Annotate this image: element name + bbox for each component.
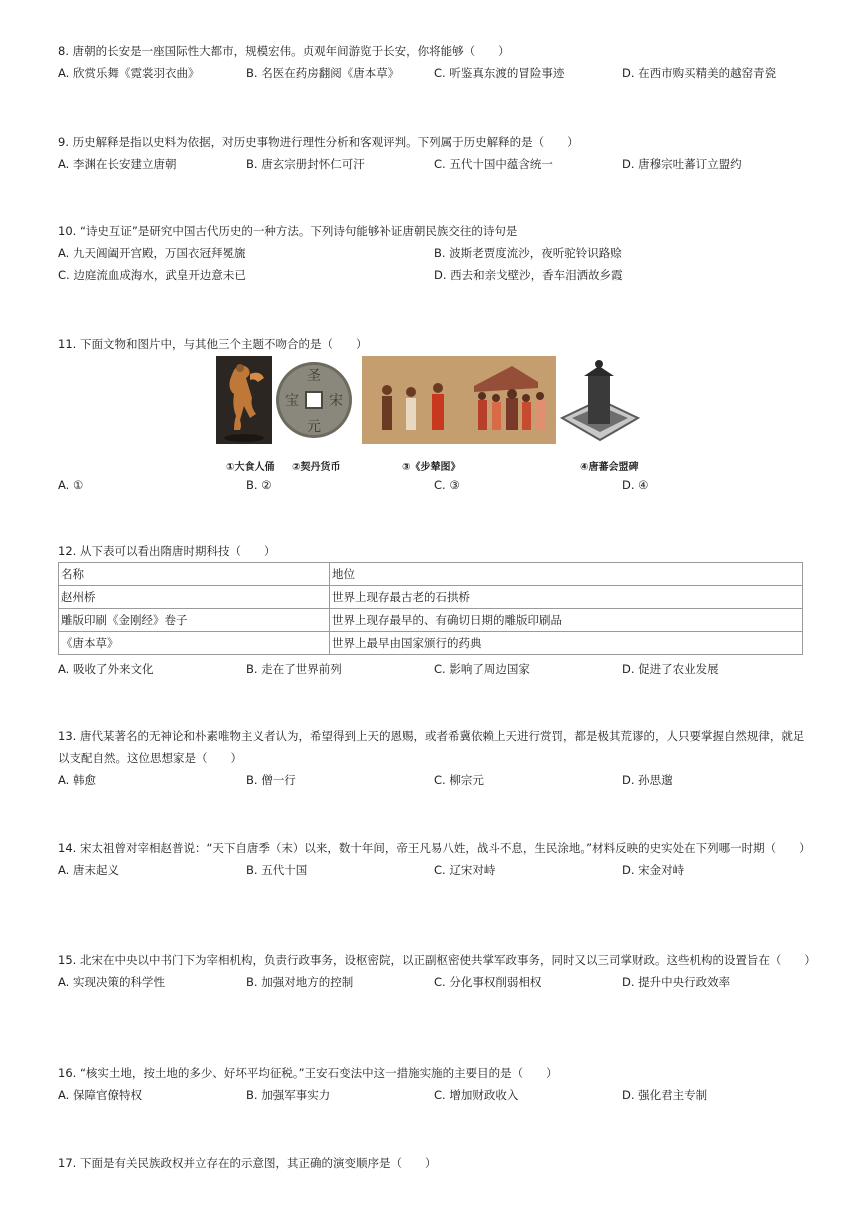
option-a[interactable]: A. 保障官僚特权 xyxy=(58,1088,142,1102)
question-12 xyxy=(58,540,818,562)
question-stem: 12. 从下表可以看出隋唐时期科技（ ） xyxy=(58,544,276,558)
option-b[interactable]: B. 走在了世界前列 xyxy=(246,662,342,676)
option-b[interactable]: B. 五代十国 xyxy=(246,863,308,877)
options-row xyxy=(58,153,818,175)
question-stem: 8. 唐朝的长安是一座国际性大都市，规模宏伟。贞观年间游览于长安，你将能够（ ） xyxy=(58,44,510,58)
table-cell: 世界上最早由国家颁行的药典 xyxy=(330,632,803,655)
option-c[interactable]: C. 分化事权削弱相权 xyxy=(434,975,542,989)
caption-1: ①大食人俑 xyxy=(226,462,275,473)
question-stem: 9. 历史解释是指以史料为依据，对历史事物进行理性分析和客观评判。下列属于历史解释的是（ ） xyxy=(58,135,579,149)
option-c[interactable]: C. 影响了周边国家 xyxy=(434,662,530,676)
options-row xyxy=(58,474,818,496)
option-a[interactable]: A. 李渊在长安建立唐朝 xyxy=(58,157,177,171)
question-11 xyxy=(58,333,818,355)
options-row xyxy=(58,859,814,881)
question-stem: 13. 唐代某著名的无神论和朴素唯物主义者认为，希望得到上天的恩赐，或者希冀依赖上天进行赏罚，都是极其荒谬的，人只要掌握自然规律，就足以支配自然。这位思想家是（ ） xyxy=(58,729,805,765)
svg-text:元: 元 xyxy=(307,419,321,435)
option-d[interactable]: D. 西去和亲戈壁沙，香车泪洒故乡霞 xyxy=(434,268,623,282)
question-11-options xyxy=(58,474,818,496)
option-c[interactable]: C. 柳宗元 xyxy=(434,773,484,787)
option-d[interactable]: D. ④ xyxy=(622,478,649,492)
svg-text:宝: 宝 xyxy=(285,393,299,409)
question-9 xyxy=(58,131,818,175)
options-row xyxy=(58,1084,818,1106)
option-a[interactable]: A. 唐末起义 xyxy=(58,863,119,877)
coin-image xyxy=(274,356,354,444)
question-17 xyxy=(58,1152,818,1174)
option-d[interactable]: D. 促进了农业发展 xyxy=(622,662,719,676)
table-row xyxy=(59,586,803,609)
question-16 xyxy=(58,1062,818,1106)
option-a[interactable]: A. 吸收了外来文化 xyxy=(58,662,154,676)
option-c[interactable]: C. ③ xyxy=(434,478,460,492)
caption-3: ③《步辇图》 xyxy=(402,462,461,473)
options-row xyxy=(58,971,814,993)
option-c[interactable]: C. 听鉴真东渡的冒险事迹 xyxy=(434,66,565,80)
option-b[interactable]: B. 唐玄宗册封怀仁可汗 xyxy=(246,157,365,171)
question-13 xyxy=(58,725,814,791)
options-row xyxy=(58,769,814,791)
option-b[interactable]: B. 僧一行 xyxy=(246,773,296,787)
option-b[interactable]: B. ② xyxy=(246,478,272,492)
option-a[interactable]: A. 实现决策的科学性 xyxy=(58,975,165,989)
question-15 xyxy=(58,949,814,993)
option-a[interactable]: A. ① xyxy=(58,478,84,492)
table-header-row xyxy=(59,563,803,586)
option-d[interactable]: D. 唐穆宗吐蕃订立盟约 xyxy=(622,157,742,171)
option-d[interactable]: D. 宋金对峙 xyxy=(622,863,685,877)
table-cell: 雕版印刷《金刚经》卷子 xyxy=(59,609,330,632)
question-8 xyxy=(58,40,818,84)
question-stem: 10. “诗史互证”是研究中国古代历史的一种方法。下列诗句能够补证唐朝民族交往的诗句是 xyxy=(58,224,518,238)
option-c[interactable]: C. 增加财政收入 xyxy=(434,1088,519,1102)
option-b[interactable]: B. 加强军事实力 xyxy=(246,1088,331,1102)
question-14 xyxy=(58,837,814,881)
svg-text:圣: 圣 xyxy=(307,368,321,384)
table-cell: 《唐本草》 xyxy=(59,632,330,655)
table-cell: 赵州桥 xyxy=(59,586,330,609)
question-10 xyxy=(58,220,818,286)
table-row xyxy=(59,632,803,655)
caption-2: ②契丹货币 xyxy=(292,462,341,473)
options-row xyxy=(58,242,818,264)
question-stem: 14. 宋太祖曾对宰相赵普说：“天下自唐季（末）以来，数十年间，帝王凡易八姓，战斗不息，生民涂地。”材料反映的史实处在下列哪一时期（ ） xyxy=(58,841,811,855)
option-d[interactable]: D. 在西市购买精美的越窑青瓷 xyxy=(622,66,777,80)
painting-image xyxy=(362,356,556,444)
option-a[interactable]: A. 九天阊阖开宫殿，万国衣冠拜冕旒 xyxy=(58,246,246,260)
option-d[interactable]: D. 孙思邈 xyxy=(622,773,673,787)
question-stem: 11. 下面文物和图片中，与其他三个主题不吻合的是（ ） xyxy=(58,337,368,351)
question-stem: 15. 北宋在中央以中书门下为宰相机构，负责行政事务，设枢密院，以正副枢密使共掌军政事务，同时又以三司掌财政。这些机构的设置旨在（ ） xyxy=(58,953,816,967)
question-stem: 16. “核实土地，按土地的多少、好坏平均征税。”王安石变法中这一措施实施的主要目的是（ ） xyxy=(58,1066,558,1080)
options-row xyxy=(58,658,818,680)
table-cell: 世界上现存最古老的石拱桥 xyxy=(330,586,803,609)
option-b[interactable]: B. 名医在药房翻阅《唐本草》 xyxy=(246,66,400,80)
option-d[interactable]: D. 提升中央行政效率 xyxy=(622,975,731,989)
option-b[interactable]: B. 加强对地方的控制 xyxy=(246,975,354,989)
question-stem: 17. 下面是有关民族政权并立存在的示意图，其正确的演变顺序是（ ） xyxy=(58,1156,437,1170)
figurine-image xyxy=(216,356,272,444)
caption-4: ④唐蕃会盟碑 xyxy=(580,462,639,473)
table-row xyxy=(59,609,803,632)
question-12-options xyxy=(58,658,818,680)
table-header-cell: 名称 xyxy=(59,563,330,586)
option-a[interactable]: A. 韩愈 xyxy=(58,773,96,787)
table-header-cell: 地位 xyxy=(330,563,803,586)
tech-table xyxy=(58,562,803,655)
option-b[interactable]: B. 波斯老贾度流沙，夜听驼铃识路赊 xyxy=(434,246,622,260)
options-row xyxy=(58,62,818,84)
option-a[interactable]: A. 欣赏乐舞《霓裳羽衣曲》 xyxy=(58,66,200,80)
option-c[interactable]: C. 边庭流血成海水，武皇开边意未已 xyxy=(58,268,246,282)
options-row xyxy=(58,264,818,286)
svg-text:宋: 宋 xyxy=(329,393,343,409)
stele-image xyxy=(558,356,642,444)
option-d[interactable]: D. 强化君主专制 xyxy=(622,1088,708,1102)
option-c[interactable]: C. 辽宋对峙 xyxy=(434,863,496,877)
option-c[interactable]: C. 五代十国中蕴含统一 xyxy=(434,157,553,171)
table-cell: 世界上现存最早的、有确切日期的雕版印刷品 xyxy=(330,609,803,632)
